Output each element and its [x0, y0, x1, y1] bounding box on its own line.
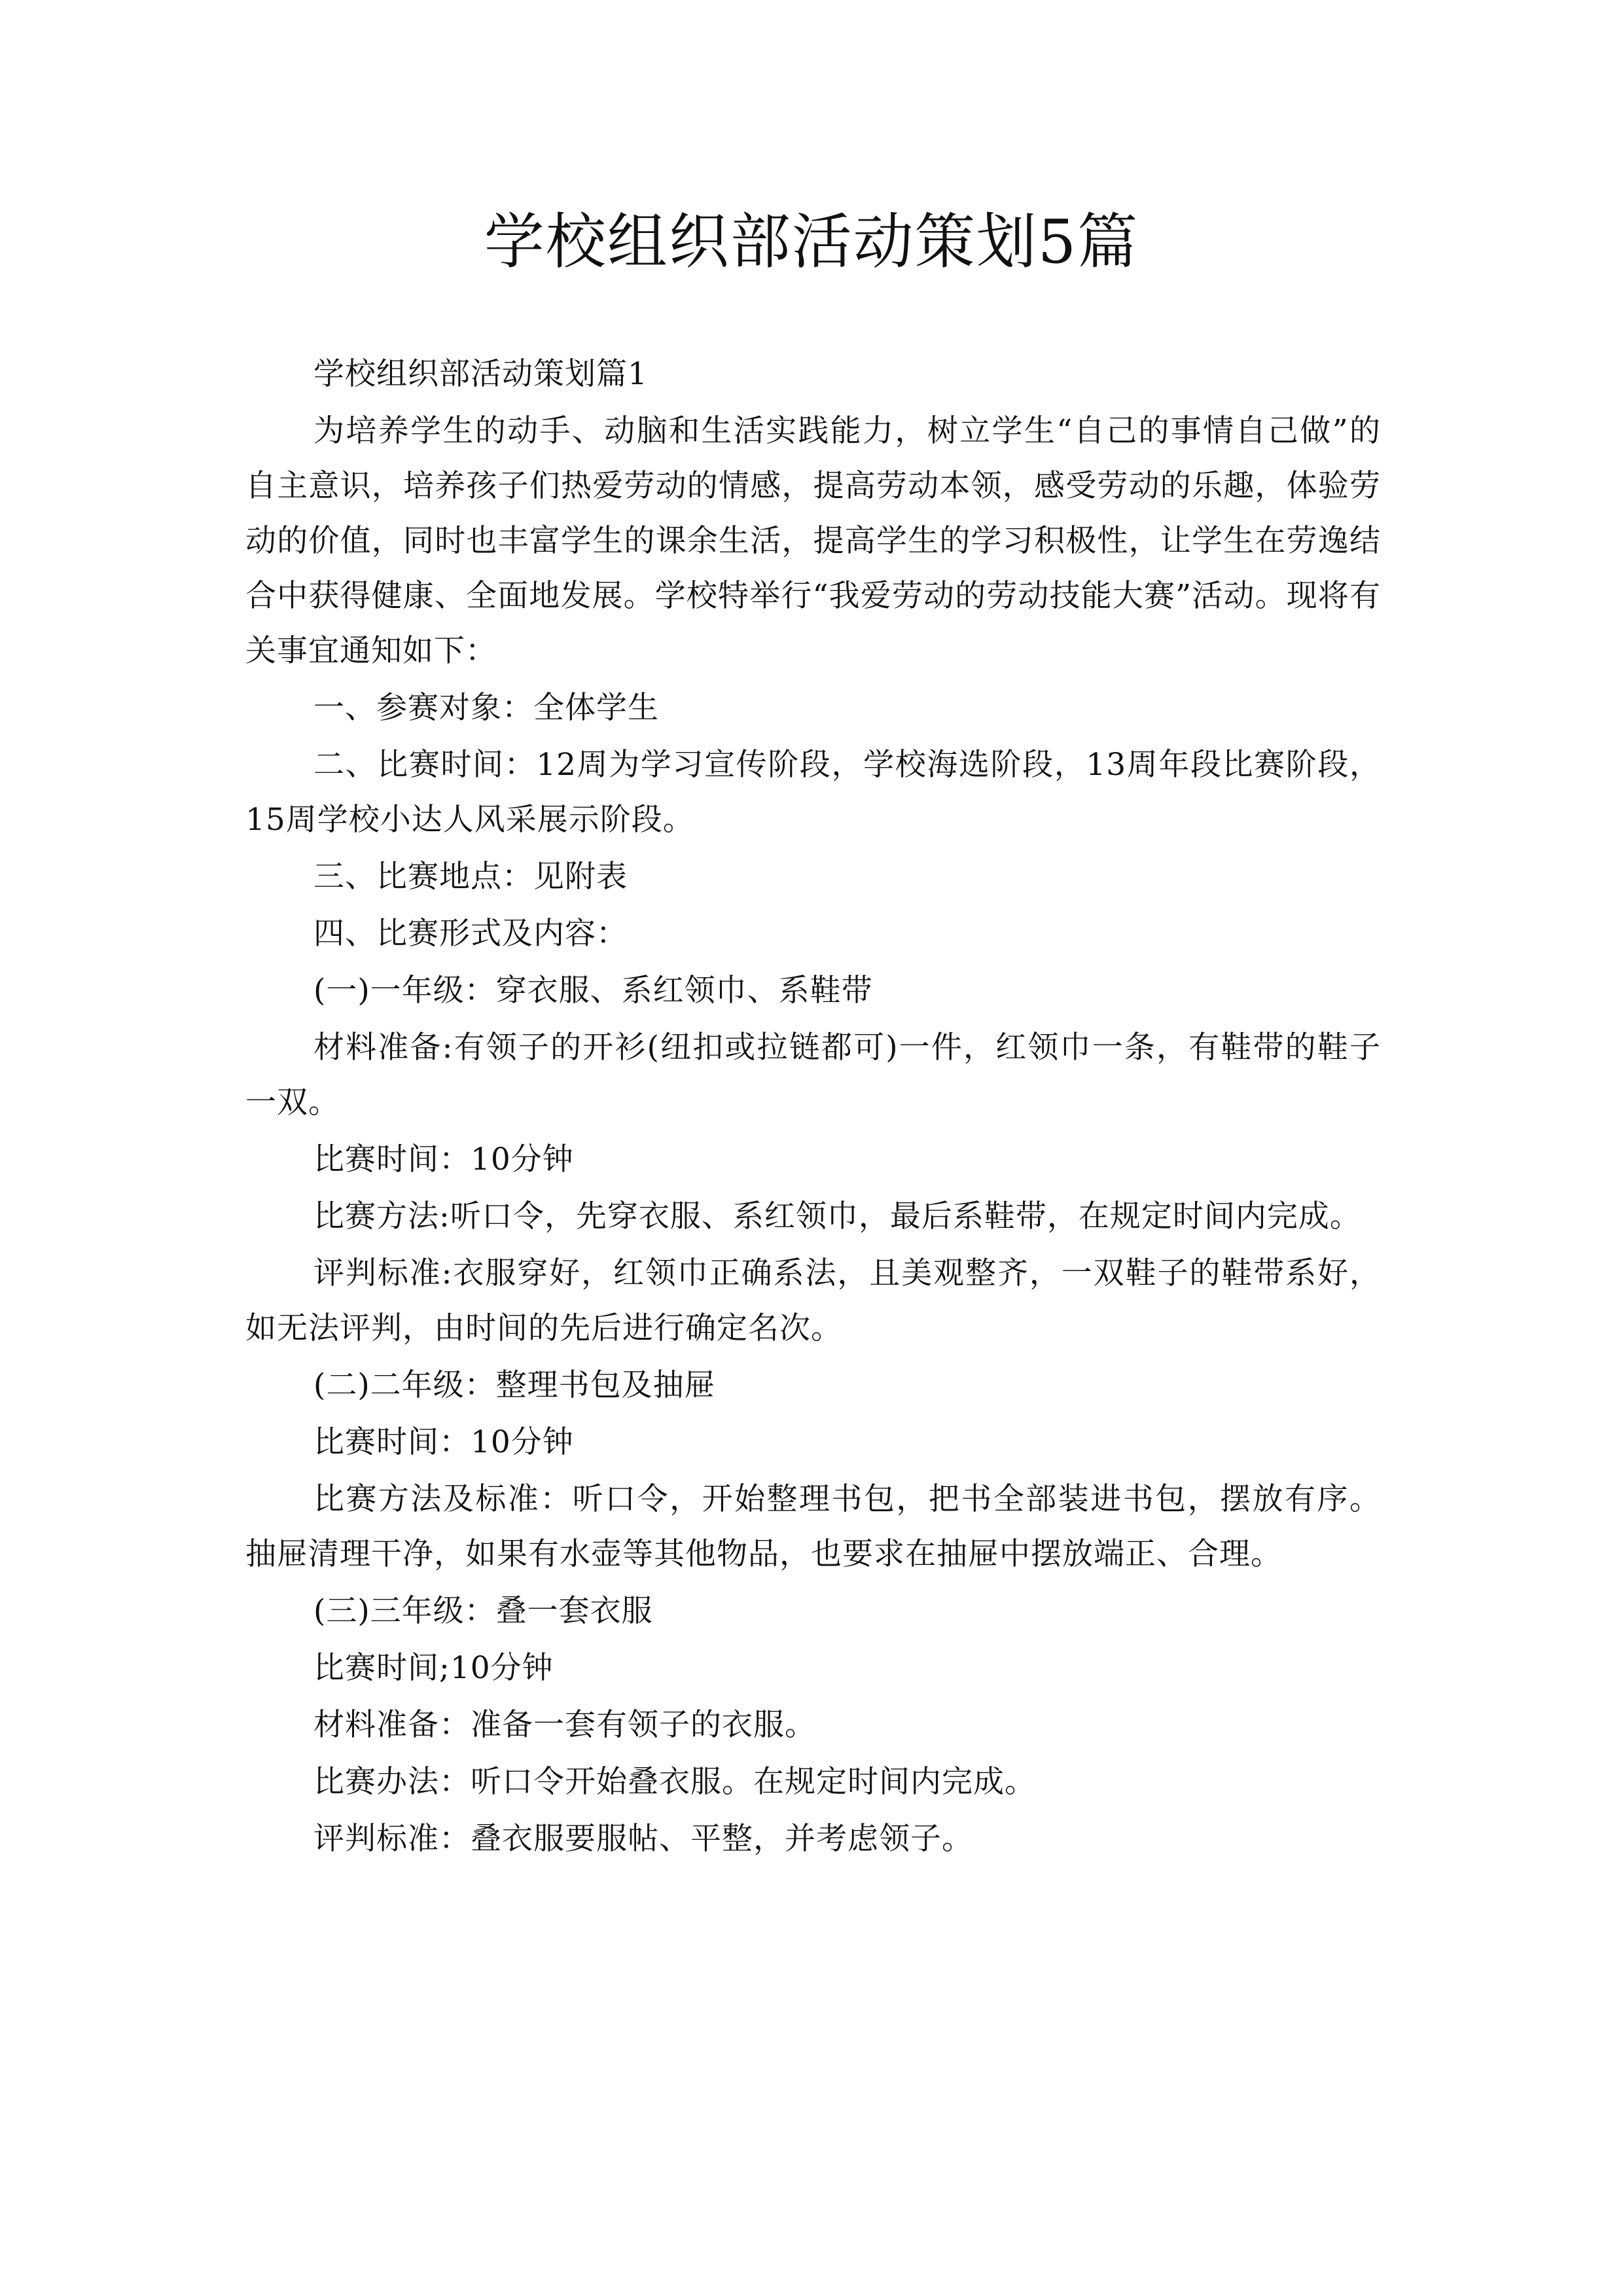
grade-three-heading: (三)三年级：叠一套衣服 — [313, 1593, 653, 1629]
grade-one-materials: 材料准备:有领子的开衫(纽扣或拉链都可)一件，红领巾一条，有鞋带的鞋子一双。 — [245, 1030, 1381, 1121]
grade-three-method: 比赛办法：听口令开始叠衣服。在规定时间内完成。 — [313, 1764, 1036, 1800]
participants-line: 一、参赛对象：全体学生 — [313, 690, 659, 726]
grade-one-time: 比赛时间：10分钟 — [313, 1141, 574, 1177]
grade-one-heading: (一)一年级：穿衣服、系红领巾、系鞋带 — [313, 973, 873, 1009]
schedule-paragraph: 二、比赛时间：12周为学习宣传阶段，学校海选阶段，13周年段比赛阶段，15周学校小达人风采展示阶段。 — [245, 747, 1381, 838]
grade-three-time: 比赛时间;10分钟 — [313, 1650, 554, 1686]
document-body — [245, 347, 1381, 1867]
grade-three-criteria: 评判标准：叠衣服要服帖、平整，并考虑领子。 — [313, 1821, 973, 1857]
venue-line: 三、比赛地点：见附表 — [313, 859, 628, 895]
document-title: 学校组织部活动策划5篇 — [484, 207, 1139, 277]
grade-two-method: 比赛方法及标准：听口令，开始整理书包，把书全部装进书包，摆放有序。抽屉清理干净，如果有水壶等其他物品，也要求在抽屉中摆放端正、合理。 — [245, 1481, 1381, 1572]
format-heading: 四、比赛形式及内容： — [313, 916, 628, 952]
grade-one-method: 比赛方法:听口令，先穿衣服、系红领巾，最后系鞋带，在规定时间内完成。 — [313, 1198, 1361, 1234]
intro-paragraph: 为培养学生的动手、动脑和生活实践能力，树立学生“自己的事情自己做”的自主意识，培养孩子们热爱劳动的情感，提高劳动本领，感受劳动的乐趣，体验劳动的价值，同时也丰富学生的课余生活，提高学生的学习积极性，让学生在劳逸结合中获得健康、全面地发展。学校特举行“我爱劳动的劳动技能大赛”活动。现将有关事宜通知如下： — [245, 413, 1381, 669]
section-heading: 学校组织部活动策划篇1 — [313, 356, 648, 392]
grade-one-criteria: 评判标准:衣服穿好，红领巾正确系法，且美观整齐，一双鞋子的鞋带系好，如无法评判，由时间的先后进行确定名次。 — [245, 1255, 1381, 1346]
grade-three-materials: 材料准备：准备一套有领子的衣服。 — [313, 1707, 816, 1743]
grade-two-heading: (二)二年级：整理书包及抽屉 — [313, 1367, 716, 1403]
grade-two-time: 比赛时间：10分钟 — [313, 1424, 574, 1460]
